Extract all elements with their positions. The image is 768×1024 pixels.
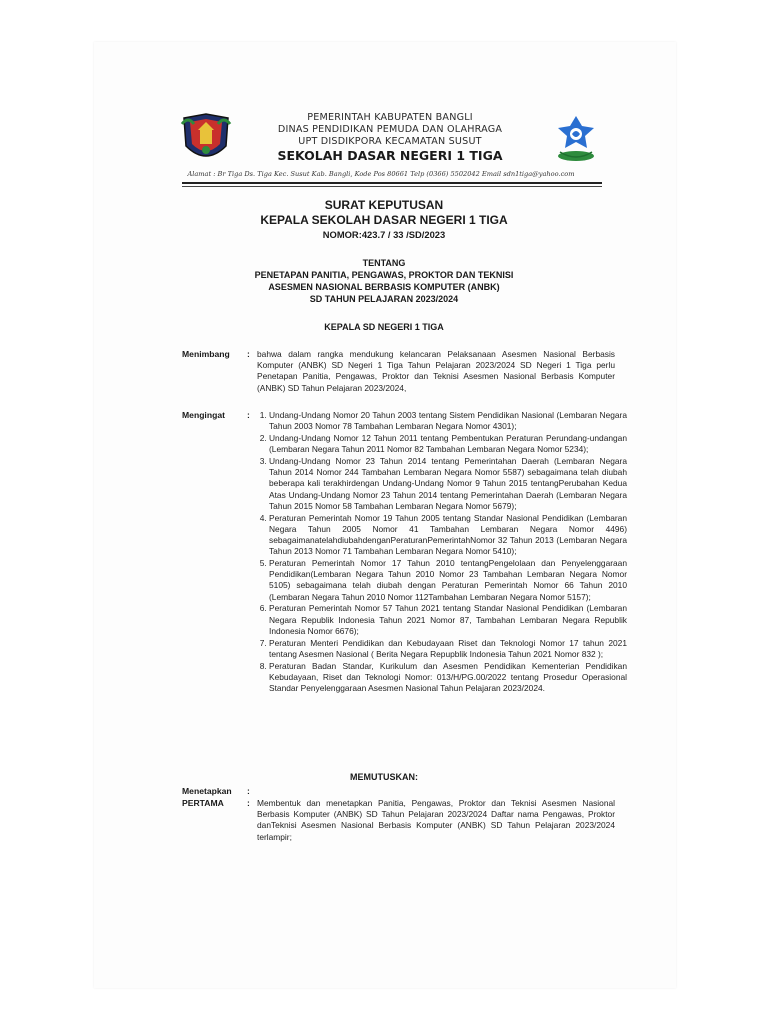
list-item: 1. Undang-Undang Nomor 20 Tahun 2003 tentang Sistem Pendidikan Nasional (Lembaran Negara Tahun 2003 Nomor 78 Tambahan Lembaran Negara Nomor 4301); bbox=[269, 410, 627, 432]
subject-line-2: ASESMEN NASIONAL BERBASIS KOMPUTER (ANBK) bbox=[268, 282, 500, 292]
mengingat-label: Mengingat bbox=[182, 410, 225, 420]
list-item: 8. Peraturan Badan Standar, Kurikulum dan Asesmen Pendidikan Kementerian Pendidikan Kebudayaan, Riset dan Teknologi Nomor: 013/H/PG.00/2022 tentang Prosedur Operasional Standar Penyelenggaraan Asesmen Nasional Tahun Pelajaran 2023/2024. bbox=[269, 661, 627, 695]
letterhead-divider-thick bbox=[182, 182, 602, 184]
list-item: 2. Undang-Undang Nomor 12 Tahun 2011 tentang Pembentukan Peraturan Perundang-undangan (Lembaran Negara Tahun 2011 Nomor 82 Tambahan Lembaran Negara Nomor 5234); bbox=[269, 433, 627, 455]
upt-name: UPT DISDIKPORA KECAMATAN SUSUT bbox=[298, 136, 482, 147]
memutuskan-heading: MEMUTUSKAN: bbox=[350, 772, 418, 782]
issuer-title: KEPALA SEKOLAH DASAR NEGERI 1 TIGA bbox=[260, 213, 508, 227]
menimbang-label: Menimbang bbox=[182, 349, 230, 359]
mengingat-colon: : bbox=[247, 410, 250, 420]
list-item: 3. Undang-Undang Nomor 23 Tahun 2014 tentang Pemerintahan Daerah (Lembaran Negara Tahun 2014 Nomor 244 Tambahan Lembaran Negara Nomor 5587) sebagaimana telah diubah beberapa kali terakhirdengan Undang-Undang Nomor 9 Tahun 2015 tentangPerubahan Kedua Atas Undang-Undang Nomor 23 Tahun 2014 tentang Pemerintahan Daerah (Lembaran Negara Tahun 2015 Nomor 58 Tambahan Lembaran Negara Nomor 5679); bbox=[269, 456, 627, 512]
bangli-regency-emblem-icon bbox=[180, 112, 232, 168]
list-item: 6. Peraturan Pemerintah Nomor 57 Tahun 2021 tentang Standar Nasional Pendidikan (Lembaran Negara Republik Indonesia Tahun 2021 Nomor 87, Tambahan Lembaran Negara Republik Indonesia Nomor 6676); bbox=[269, 603, 627, 637]
letterhead-text bbox=[240, 112, 540, 164]
pertama-colon: : bbox=[247, 798, 250, 808]
tut-wuri-handayani-logo-icon bbox=[552, 112, 600, 168]
department-name: DINAS PENDIDIKAN PEMUDA DAN OLAHRAGA bbox=[277, 124, 503, 135]
subject-line-3: SD TAHUN PELAJARAN 2023/2024 bbox=[309, 294, 459, 304]
pertama-text: Membentuk dan menetapkan Panitia, Pengawas, Proktor dan Teknisi Asesmen Nasional Berbasis Komputer (ANBK) SD Tahun Pelajaran 2023/2024 Daftar nama Pengawas, Proktor danTeknisi Asesmen Nasional Berbasis Komputer (ANBK) SD Tahun Pelajaran 2023/2024 terlampir; bbox=[257, 798, 615, 842]
decree-number: NOMOR:423.7 / 33 /SD/2023 bbox=[322, 229, 446, 240]
list-item: 7. Peraturan Menteri Pendidikan dan Kebudayaan Riset dan Teknologi Nomor 17 tahun 2021 tentang Asesmen Nasional ( Berita Negara Repupblik Indonesia Tahun 2021 Nomor 832 ); bbox=[269, 638, 627, 660]
school-address: Alamat : Br Tiga Ds. Tiga Kec. Susut Kab. Bangli, Kode Pos 80661 Telp (0366) 5502042 Email sdn1tiga@yahoo.com bbox=[187, 170, 575, 178]
letterhead-divider-thin bbox=[182, 186, 602, 187]
list-item: 4. Peraturan Pemerintah Nomor 19 Tahun 2005 tentang Standar Nasional Pendidikan (Lembaran Negara Tahun 2005 Nomor 41 Tambahan Lembaran Negara Nomor 4496) sebagaimanatelahdiubahdenganPeraturanPemerintahNomor 32 Tahun 2013 (Lembaran Negara Tahun 2013 Nomor 71 Tambahan Lembaran Negara Nomor 5410); bbox=[269, 513, 627, 558]
menimbang-text: bahwa dalam rangka mendukung kelancaran Pelaksanaan Asesmen Nasional Berbasis Komputer (ANBK) SD Negeri 1 Tiga Tahun Pelajaran 2023/2024 SD Negeri 1 Tiga perlu Penetapan Panitia, Pengawas, Proktor dan Teknisi Asesmen Nasional Berbasis Komputer (ANBK) SD Tahun Pelajaran 2023/2024, bbox=[257, 349, 615, 393]
menetapkan-colon: : bbox=[247, 786, 250, 796]
government-name: PEMERINTAH KABUPATEN BANGLI bbox=[307, 112, 473, 123]
menetapkan-label: Menetapkan bbox=[182, 786, 232, 796]
list-item: 5. Peraturan Pemerintah Nomor 17 Tahun 2010 tentangPengelolaan dan Penyelenggaraan Pendidikan(Lembaran Negara Tahun 2010 Nomor 23 Tambahan Lembaran Negara Nomor 5105) sebagaimana telah diubah dengan Peraturan Pemerintah Nomor 66 Tahun 2010 (Lembaran Negara Tahun 2010 Nomor 112Tambahan Lembaran Negara Nomor 5157); bbox=[269, 558, 627, 603]
signatory-heading: KEPALA SD NEGERI 1 TIGA bbox=[324, 322, 444, 332]
mengingat-list bbox=[257, 410, 627, 695]
document-title: SURAT KEPUTUSAN bbox=[324, 198, 444, 212]
pertama-label: PERTAMA bbox=[182, 798, 224, 808]
menimbang-colon: : bbox=[247, 349, 250, 359]
subject-line-1: PENETAPAN PANITIA, PENGAWAS, PROKTOR DAN TEKNISI bbox=[254, 270, 514, 280]
school-name: SEKOLAH DASAR NEGERI 1 TIGA bbox=[277, 148, 503, 163]
subject-heading: TENTANG bbox=[362, 258, 406, 268]
